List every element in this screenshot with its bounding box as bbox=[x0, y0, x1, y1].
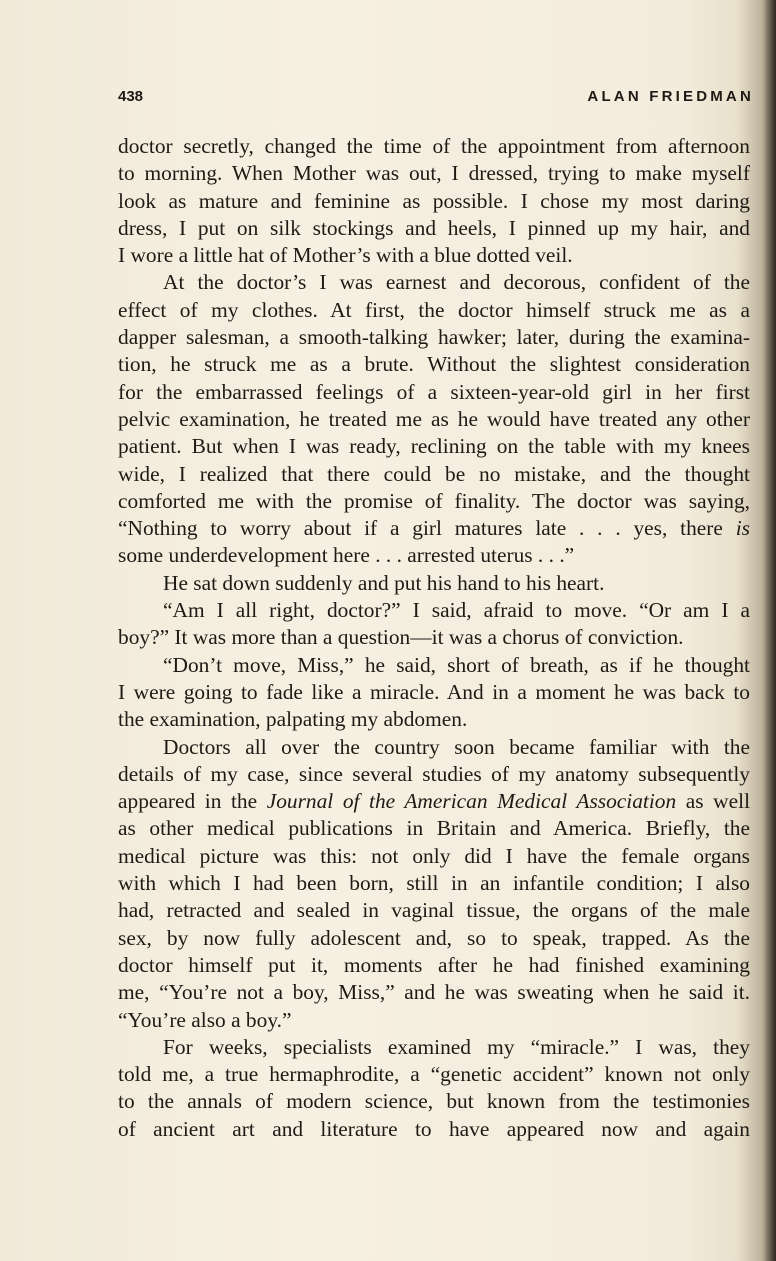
text-line: had, retracted and sealed in vaginal tissue, the organs of the male bbox=[118, 898, 750, 923]
text-line: I wore a little hat of Mother’s with a blue dotted veil. bbox=[118, 243, 573, 268]
text-line: wide, I realized that there could be no mistake, and the thought bbox=[118, 461, 750, 486]
text-line: tion, he struck me as a brute. Without the slightest consideration bbox=[118, 352, 750, 377]
text-line: “You’re also a boy.” bbox=[118, 1007, 292, 1032]
text-line: Doctors all over the country soon became familiar with the bbox=[163, 734, 750, 759]
text-line: told me, a true hermaphrodite, a “genetic accident” known not only bbox=[118, 1062, 750, 1087]
text-line: the examination, palpating my abdomen. bbox=[118, 707, 468, 732]
journal-title: Journal of the American Medical Association bbox=[266, 789, 677, 814]
text-line: “Don’t move, Miss,” he said, short of breath, as if he thought bbox=[163, 652, 750, 677]
text-line-roman: appeared in the bbox=[118, 789, 267, 814]
text-line bbox=[118, 788, 750, 815]
text-line: pelvic examination, he treated me as he would have treated any other bbox=[118, 406, 750, 431]
text-line: to morning. When Mother was out, I dressed, trying to make myself bbox=[118, 161, 750, 186]
text-line: For weeks, specialists examined my “miracle.” I was, they bbox=[163, 1034, 750, 1059]
text-line: doctor secretly, changed the time of the appointment from afternoon bbox=[118, 134, 750, 158]
text-line-roman: as well bbox=[676, 789, 751, 814]
text-line: comforted me with the promise of finality. The doctor was saying, bbox=[118, 488, 750, 513]
page-header bbox=[118, 88, 754, 114]
text-line: At the doctor’s I was earnest and decorous, confident of the bbox=[163, 270, 750, 295]
body-text bbox=[118, 133, 750, 1143]
text-line: medical picture was this: not only did I have the female organs bbox=[118, 843, 750, 868]
text-line bbox=[118, 515, 750, 542]
text-line: for the embarrassed feelings of a sixteen-year-old girl in her first bbox=[118, 379, 750, 404]
page-gutter-shadow bbox=[762, 0, 776, 1261]
text-line-roman: “Nothing to worry about if a girl matures late . . . yes, there bbox=[118, 516, 736, 541]
page-number: 438 bbox=[118, 88, 144, 105]
text-line: dapper salesman, a smooth-talking hawker; later, during the examina- bbox=[118, 325, 750, 350]
italic-emphasis: is bbox=[735, 516, 750, 541]
text-line: He sat down suddenly and put his hand to his heart. bbox=[163, 570, 605, 595]
text-line: as other medical publications in Britain and America. Briefly, the bbox=[118, 816, 750, 841]
text-line: dress, I put on silk stockings and heels, I pinned up my hair, and bbox=[118, 215, 750, 240]
text-line: to the annals of modern science, but known from the testimonies bbox=[118, 1089, 750, 1114]
text-line: “Am I all right, doctor?” I said, afraid to move. “Or am I a bbox=[163, 598, 750, 623]
text-line: sex, by now fully adolescent and, so to speak, trapped. As the bbox=[118, 925, 750, 950]
text-line: with which I had been born, still in an infantile condition; I also bbox=[118, 871, 750, 896]
text-line: me, “You’re not a boy, Miss,” and he was sweating when he said it. bbox=[118, 980, 750, 1005]
text-line: patient. But when I was ready, reclining on the table with my knees bbox=[118, 434, 750, 459]
text-line: some underdevelopment here . . . arrested uterus . . .” bbox=[118, 543, 575, 568]
text-line: details of my case, since several studies of my anatomy subsequently bbox=[118, 761, 750, 786]
text-line: I were going to fade like a miracle. And in a moment he was back to bbox=[118, 679, 750, 704]
text-line: boy?” It was more than a question—it was a chorus of conviction. bbox=[118, 625, 684, 650]
running-head: ALAN FRIEDMAN bbox=[587, 88, 754, 105]
text-line: of ancient art and literature to have appeared now and again bbox=[118, 1116, 750, 1141]
text-line: doctor himself put it, moments after he had finished examining bbox=[118, 952, 750, 977]
text-line: effect of my clothes. At first, the doctor himself struck me as a bbox=[118, 297, 750, 322]
text-line: look as mature and feminine as possible. I chose my most daring bbox=[118, 188, 750, 213]
